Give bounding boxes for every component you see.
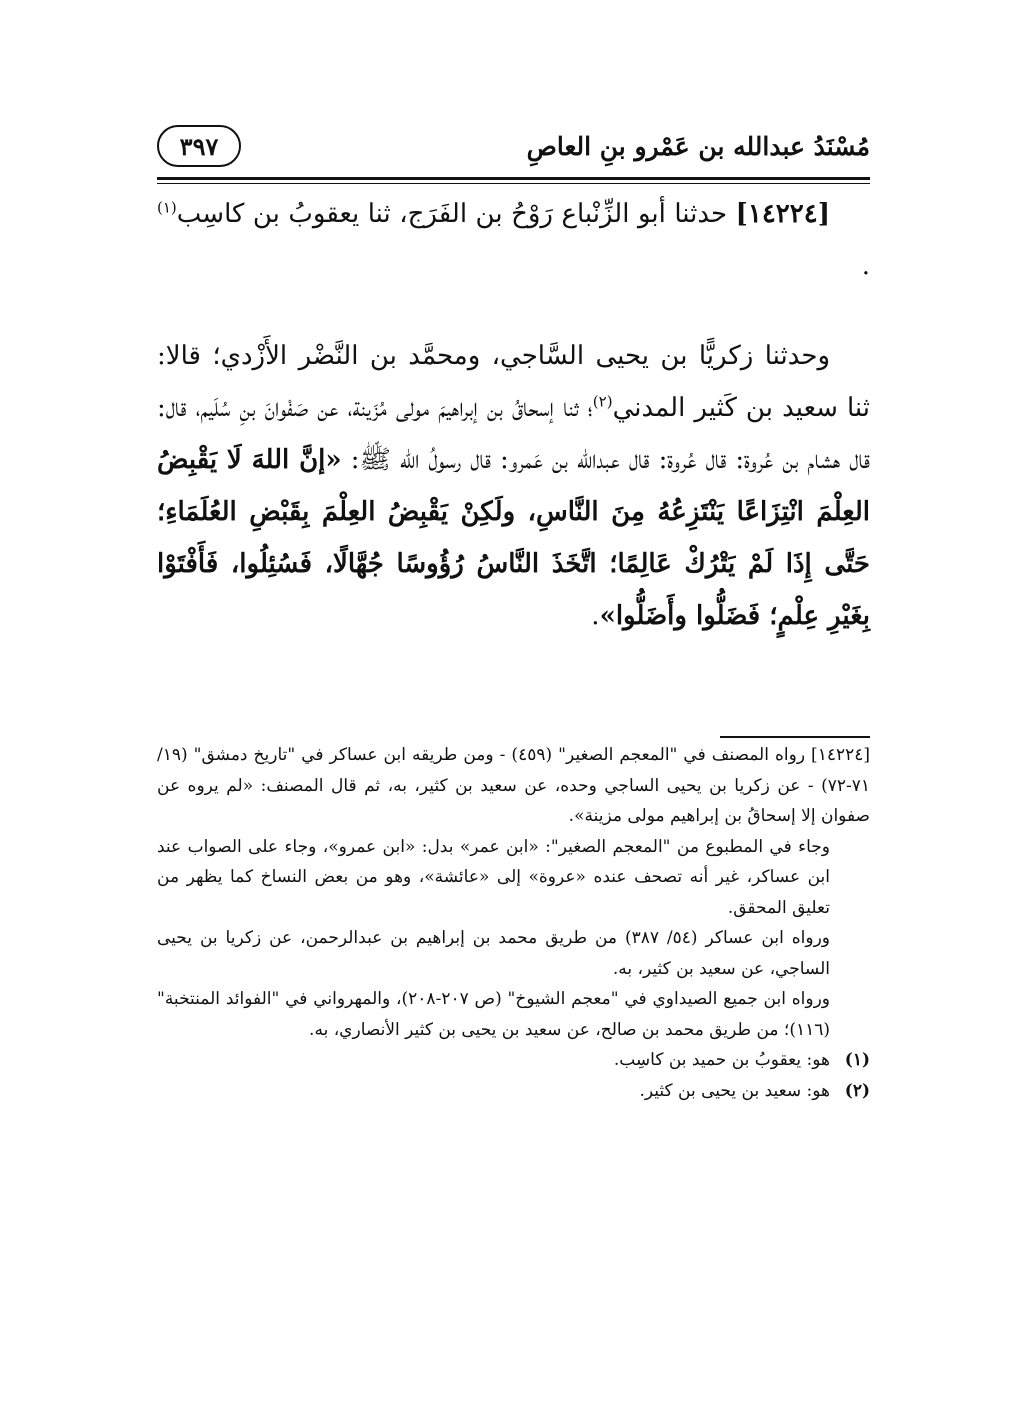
running-title: مُسْنَدُ عبدالله بن عَمْرو بنِ العاصِ [526,131,870,161]
footnote-number: (٢) [844,1080,870,1101]
paragraph-end-2: . [591,601,600,631]
footnote-item-2 [157,1076,870,1107]
footnote-ref-2: (٢) [592,392,613,411]
isnad-text-2b: ؛ ثنا إسحاقُ بن إبراهيمَ مولى مُزَينة، عن صَفْوانَ بنِ سُلَيم، قال: قال هشام بن عُروة: قال عُروة: قال عبدالله بن عَمرو: قال رسولُ الله ﷺ: [157,393,870,475]
footnote-separator [720,736,870,738]
hadith-paragraph-2 [157,330,870,642]
hadith-number: [١٤٢٢٤] [735,199,831,229]
isnad-text-1: حدثنا أبو الزِّنْباع رَوْحُ بن الفَرَج، ثنا يعقوبُ بن كاسِب [176,199,728,229]
isnad-text-2a: وحدثنا زكريًّا بن يحيى السَّاجي، ومحمَّد بن النَّضْر الأَزْدي؛ قالا: ثنا سعيد بن كَثير المدني [157,341,871,423]
takhrij-paragraph: وجاء في المطبوع من "المعجم الصغير": «ابن عمر» بدل: «ابن عمرو»، وجاء على الصواب عند ابن عساكر، غير أنه تصحف عنده «عروة» إلى «عائشة»، وهو من بعض النساخ كما يظهر من تعليق المحقق. [157,836,830,918]
footnote-text: هو: يعقوبُ بن حميد بن كاسِب. [613,1050,830,1070]
page-number-badge: ٣٩٧ [157,125,241,167]
paragraph-end-1: . [861,251,870,281]
takhrij-paragraph: ورواه ابن جميع الصيداوي في "معجم الشيوخ" (ص ٢٠٧-٢٠٨)، والمهرواني في "الفوائد المنتخبة" (١١٦)؛ من طريق محمد بن صالح، عن سعيد بن يحيى بن كثير الأنصاري، به. [157,989,830,1040]
header-rule-thin [157,183,870,184]
footnote-ref-1: (١) [157,198,177,217]
header-rule-thick [157,177,870,180]
hadith-matn: «إنَّ اللهَ لَا يَقْبِضُ العِلْمَ انْتِزَاعًا يَنْتَزِعُهُ مِنَ النَّاسِ، ولَكِنْ يَقْبِضُ العِلْمَ بِقَبْضِ العُلَمَاءِ؛ حَتَّى إِذَا لَمْ يَتْرُكْ عَالِمًا؛ اتَّخَذَ النَّاسُ رُؤُوسًا جُهَّالًا، فَسُئِلُوا، فَأَفْتَوْا بِغَيْرِ عِلْمٍ؛ فَضَلُّوا وأَضَلُّوا» [157,445,870,631]
takhrij-paragraph: [١٤٢٢٤] رواه المصنف في "المعجم الصغير" (٤٥٩) - ومن طريقه ابن عساكر في "تاريخ دمشق" (١٩/ ٧١-٧٢) - عن زكريا بن يحيى الساجي وحده، عن سعيد بن كثير، به، ثم قال المصنف: «لم يروه عن صفوان إلا إسحاقُ بن إبراهيم مولى مزينة». [157,745,870,826]
footnote-number: (١) [844,1050,870,1070]
page-header [157,118,870,174]
footnote-text: هو: سعيد بن يحيى بن كثير. [639,1080,830,1101]
footnotes-section [157,740,870,1106]
hadith-paragraph-1 [157,188,870,292]
footnote-item-1 [157,1045,870,1076]
takhrij-paragraph: ورواه ابن عساكر (٥٤/ ٣٨٧) من طريق محمد بن إبراهيم بن عبدالرحمن، عن زكريا بن يحيى الساجي، عن سعيد بن كثير، به. [157,928,830,979]
